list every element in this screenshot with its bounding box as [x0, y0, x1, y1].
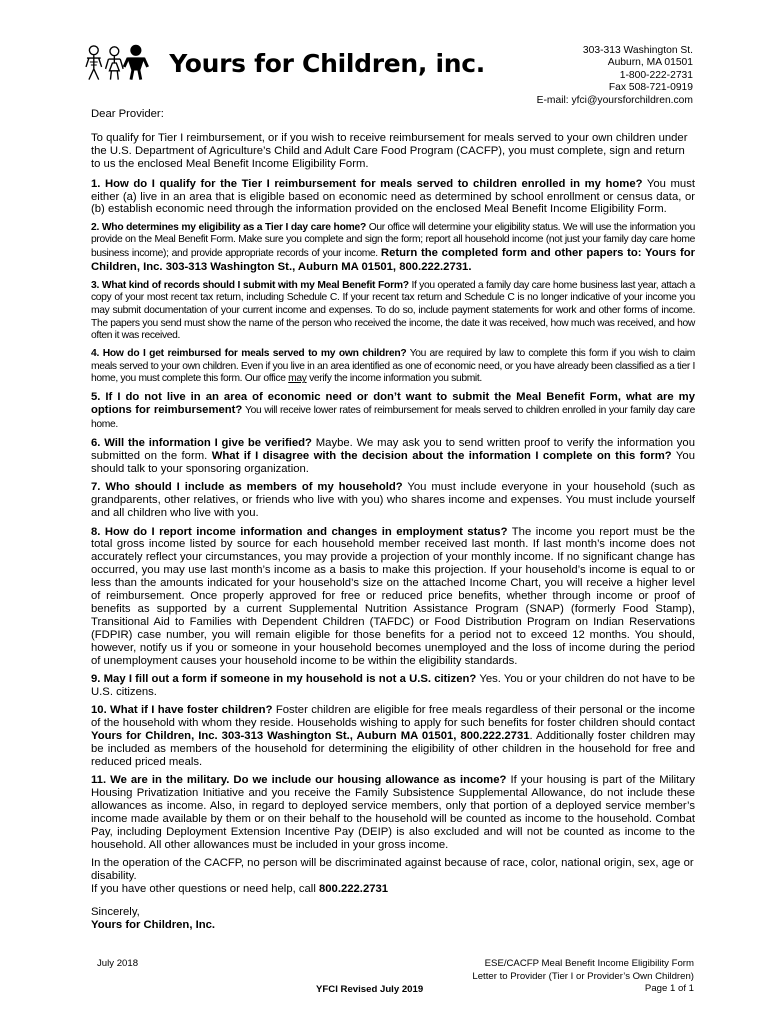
letter-body [91, 108, 695, 933]
faq-answer-5: You will receive lower rates of reimbursement for meals served to children enrolled in your family day care home. [91, 405, 696, 430]
faq-question-2: 2. Who determines my eligibility as a Tier I day care home? [91, 221, 367, 233]
faq-answer-1: You must either (a) live in an area that is eligible based on economic need as determined by school enrollment or census data, or (b) establish economic need through the information provided on the enclosed Meal Benefit Income Eligibility Form. [91, 177, 696, 216]
footer-page-number: Page 1 of 1 [644, 983, 694, 995]
faq-item-8 [91, 526, 695, 668]
footer-revised: YFCI Revised July 2019 [316, 984, 424, 995]
company-logo [85, 40, 485, 86]
address-phone: 1-800-222-2731 [619, 69, 693, 81]
faq-answer-6b: You should talk to your sponsoring organization. [91, 449, 695, 475]
faq-answer-4b: verify the income information you submit. [306, 373, 482, 385]
faq-item-10 [91, 704, 695, 769]
faq-answer-2: Our office will determine your eligibility status. We will use the information you provide on the Meal Benefit Form. Make sure you complete and sign the form; report all household income (not just your family day care home business income); and provide appropriate records of your income. [91, 221, 696, 260]
faq-answer-11: If your housing is part of the Military Housing Privatization Initiative and you receive the Family Subsistence Supplemental Allowance, do not include these allowances as income. Also, in regard to deployed service members, only that portion of a deployed service member’s income made available by them or on their behalf to the household will be counted as income to the household. Combat Pay, including Deployment Extension Incentive Pay (DEIP) is also excluded and will not be counted as income to the household. All other allowances must be included in your gross income. [91, 774, 695, 851]
faq-answer-7: You must include everyone in your household (such as grandparents, other relatives, or friends who live with you) who shares income and expenses. You must include yourself and all children who live with you. [91, 481, 695, 520]
intro-paragraph: To qualify for Tier I reimbursement, or if you wish to receive reimbursement for meals served to your own children under the U.S. Department of Agriculture’s Child and Adult Care Food Program (CACFP), you must complete, sign and return to us the enclosed Meal Benefit Income Eligibility Form. [91, 131, 688, 170]
closing-block [91, 906, 695, 933]
faq-item-2 [91, 222, 695, 274]
faq-answer-10: Foster children are eligible for free meals regardless of their personal or the income of the household with whom they reside. Households wishing to apply for such benefits for foster children should contact [91, 704, 695, 730]
help-line [91, 883, 695, 896]
faq-question-9: 9. May I fill out a form if someone in my household is not a U.S. citizen? [91, 672, 477, 685]
closing: Sincerely, [91, 905, 140, 918]
faq-question-5: 5. If I do not live in an area of economic need or don’t want to submit the Meal Benefit Form, what are my options for reimbursement? [91, 391, 695, 417]
faq-item-4 [91, 348, 695, 386]
salutation: Dear Provider: [91, 108, 164, 120]
footer-date: July 2018 [97, 958, 139, 969]
address-email: E-mail: yfci@yoursforchildren.com [536, 94, 693, 106]
footer-form-info [472, 958, 694, 996]
faq-answer-9: Yes. You or your children do not have to be U.S. citizens. [91, 672, 695, 698]
contact-address: Yours for Children, Inc. 303-313 Washington St., Auburn MA 01501, 800.222.2731 [91, 730, 530, 743]
company-name: Yours for Children, inc. [169, 48, 485, 78]
faq-answer-8: The income you report must be the total gross income listed by source for each household member received last month. If last month’s income does not accurately reflect your circumstances, you may provide a projection of your monthly income. If no significant change has occurred, you may use last month’s income as a basis to make this projection. If your household’s income is equal to or less than the amounts indicated for your household’s size on the attached Income Chart, you will receive a higher level of reimbursement. Once properly approved for free or reduced price benefits, whether through income or proof of benefits as supported by a current Supplemental Nutrition Assistance Program (SNAP) (formerly Food Stamp), Transitional Aid to Families with Dependent Children (TAFDC) or Food Distribution Program on Indian Reservations (FDPIR) case number, you will remain eligible for those benefits for a period not to exceed 12 months. You should, however, notify us if you or someone in your household becomes unemployed and the loss of income during the period of unemployment causes your household income to be within the eligibility standards. [91, 525, 696, 667]
help-text: If you have other questions or need help, call [91, 883, 319, 896]
help-phone: 800.222.2731 [318, 883, 389, 896]
faq-answer-4a: You are required by law to complete this form if you wish to claim meals served to your own children. Even if you live in an area identified as one of economic need, or you have already been classified as a tier I home, you must complete this form. Our office [91, 348, 695, 385]
faq-item-9 [91, 673, 695, 699]
faq-answer-10b: . Additionally foster children may be included as members of the household for determining the eligibility of other children in the household for free and reduced priced meals. [91, 730, 695, 768]
faq-item-7 [91, 481, 695, 520]
faq-question-1: 1. How do I qualify for the Tier I reimbursement for meals served to children enrolled in my home? [91, 177, 643, 190]
faq-question-11: 11. We are in the military. Do we include our housing allowance as income? [91, 774, 507, 787]
faq-item-5 [91, 391, 695, 431]
faq-item-1 [91, 178, 695, 217]
faq-question-8: 8. How do I report income information and changes in employment status? [91, 525, 508, 538]
children-figures-icon [85, 43, 163, 83]
faq-item-11 [91, 774, 695, 851]
address-street: 303-313 Washington St. [582, 45, 693, 56]
company-address [537, 45, 693, 107]
nondiscrimination-statement: In the operation of the CACFP, no person will be discriminated against because of race, color, national origin, sex, age or disability. [91, 857, 694, 883]
faq-question-3: 3. What kind of records should I submit with my Meal Benefit Form? [91, 279, 409, 291]
signature: Yours for Children, Inc. [91, 919, 216, 932]
faq-answer-6: Maybe. We may ask you to send written proof to verify the information you submitted on the form. [91, 437, 695, 462]
faq-question-6: 6. Will the information I give be verified? [91, 437, 312, 450]
footer-form-name: ESE/CACFP Meal Benefit Income Eligibility Form [484, 958, 694, 969]
footer-form-subtitle: Letter to Provider (Tier I or Provider’s Own Children) [472, 970, 694, 982]
faq-item-6 [91, 437, 695, 476]
return-address: Return the completed form and other papers to: Yours for Children, Inc. 303-313 Washington St., Auburn MA 01501, 800.222.2731. [91, 247, 695, 273]
faq-question-7: 7. Who should I include as members of my household? [91, 481, 403, 494]
address-fax: Fax 508-721-0919 [608, 82, 693, 94]
address-city: Auburn, MA 01501 [607, 57, 693, 69]
faq-answer-3: If you operated a family day care home business last year, attach a copy of your most recent tax return, including Schedule C. If your recent tax return and Schedule C is no longer indicative of your income you may submit documentation of your current income and expenses. To do so, include payment statements for work and other forms of income. The papers you send must show the name of the person who received the income, the date it was received, how much was received, and how often it was received. [91, 279, 695, 342]
faq-question-4: 4. How do I get reimbursed for meals served to my own children? [91, 348, 407, 360]
faq-answer-4-underline: may [288, 373, 307, 385]
faq-item-3 [91, 280, 695, 343]
faq-question-6b: What if I disagree with the decision about the information I complete on this form? [211, 449, 672, 462]
faq-question-10: 10. What if I have foster children? [91, 704, 273, 717]
